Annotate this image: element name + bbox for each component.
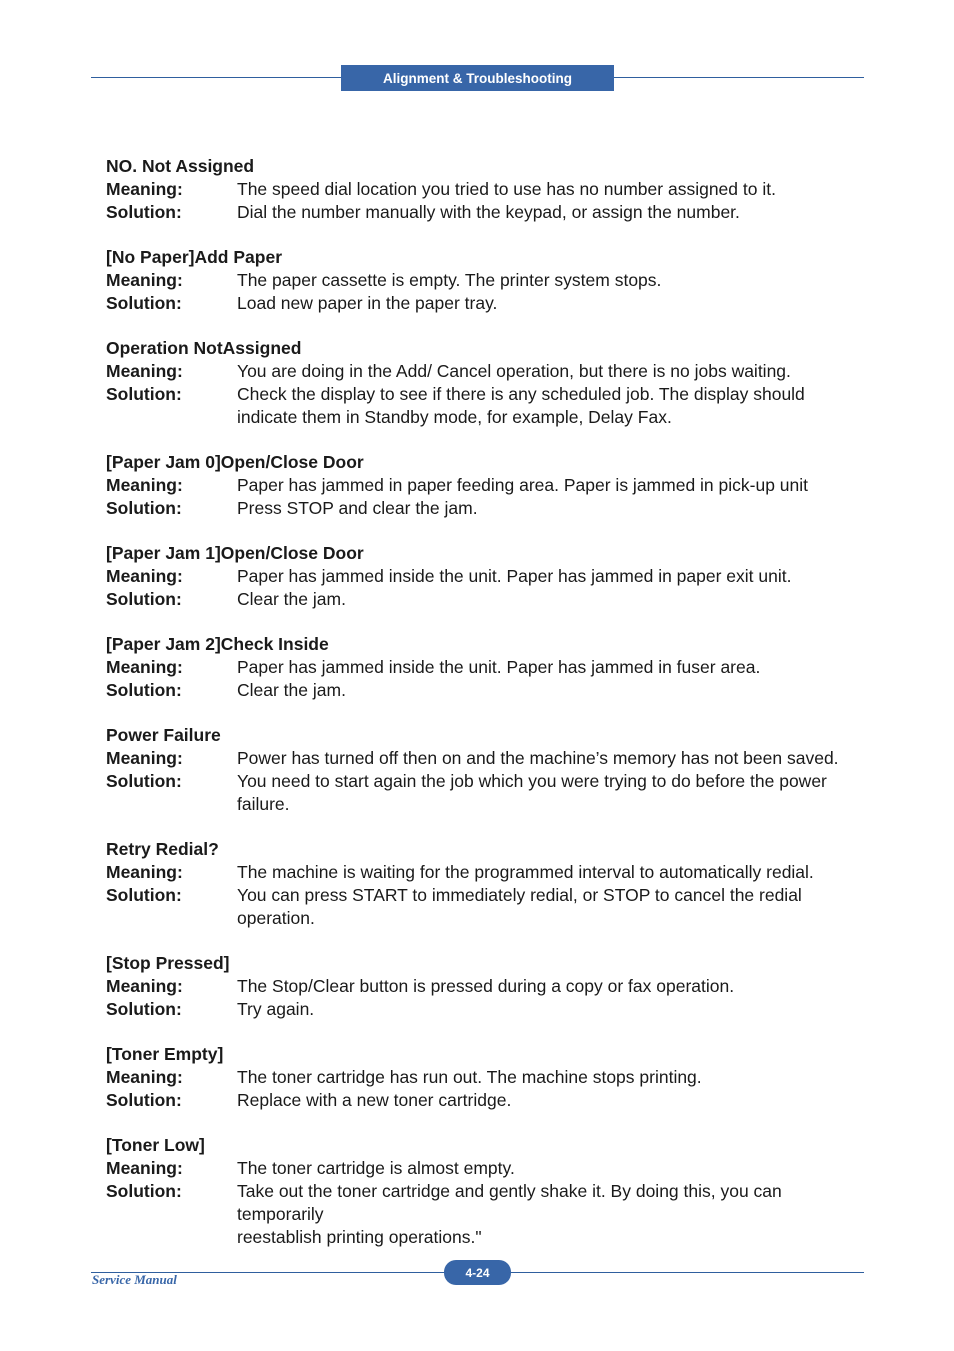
meaning-text: Power has turned off then on and the machine’s memory has not been saved.: [237, 748, 839, 768]
solution-label: Solution:: [106, 1090, 182, 1110]
solution-text: Replace with a new toner cartridge.: [237, 1090, 512, 1110]
meaning-text: Paper has jammed inside the unit. Paper has jammed in fuser area.: [237, 657, 761, 677]
meaning-text: Paper has jammed inside the unit. Paper has jammed in paper exit unit.: [237, 566, 792, 586]
error-message-list: [106, 155, 866, 1271]
meaning-text: The machine is waiting for the programmed interval to automatically redial.: [237, 862, 814, 882]
message-title: [Paper Jam 2]Check Inside: [106, 634, 329, 654]
page-number-badge: [444, 1260, 511, 1285]
meaning-row: [106, 1157, 866, 1180]
solution-label: Solution:: [106, 202, 182, 222]
meaning-row: [106, 747, 866, 770]
meaning-text: The paper cassette is empty. The printer system stops.: [237, 270, 662, 290]
message-entry: [106, 724, 866, 816]
message-entry: [106, 337, 866, 429]
section-title: Alignment & Troubleshooting: [383, 70, 572, 86]
message-entry: [106, 1134, 866, 1249]
meaning-row: [106, 565, 866, 588]
meaning-label: Meaning:: [106, 361, 183, 381]
section-header-tab: [341, 65, 614, 91]
meaning-label: Meaning:: [106, 862, 183, 882]
meaning-label: Meaning:: [106, 475, 183, 495]
message-entry: [106, 155, 866, 224]
solution-label: [106, 1226, 237, 1249]
message-entry: [106, 952, 866, 1021]
meaning-text: The Stop/Clear button is pressed during a copy or fax operation.: [237, 976, 735, 996]
message-title: Operation NotAssigned: [106, 338, 302, 358]
solution-row: [106, 1180, 866, 1226]
message-entry: [106, 451, 866, 520]
solution-label: Solution:: [106, 498, 182, 518]
solution-row: [106, 292, 866, 315]
solution-row: [106, 201, 866, 224]
solution-label: [106, 406, 237, 429]
solution-text: Press STOP and clear the jam.: [237, 498, 478, 518]
meaning-label: Meaning:: [106, 179, 183, 199]
message-title: [Toner Low]: [106, 1135, 205, 1155]
message-title: [Toner Empty]: [106, 1044, 224, 1064]
solution-row: [106, 406, 866, 429]
meaning-label: Meaning:: [106, 976, 183, 996]
solution-row: [106, 588, 866, 611]
solution-row: [106, 497, 866, 520]
meaning-label: Meaning:: [106, 566, 183, 586]
meaning-label: Meaning:: [106, 1158, 183, 1178]
meaning-row: [106, 360, 866, 383]
solution-row: [106, 884, 866, 930]
meaning-text: Paper has jammed in paper feeding area. Paper is jammed in pick-up unit: [237, 475, 809, 495]
meaning-text: The speed dial location you tried to use has no number assigned to it.: [237, 179, 776, 199]
message-title: [Paper Jam 0]Open/Close Door: [106, 452, 364, 472]
message-title: NO. Not Assigned: [106, 156, 255, 176]
message-entry: [106, 1043, 866, 1112]
solution-label: Solution:: [106, 589, 182, 609]
message-title: [No Paper]Add Paper: [106, 247, 282, 267]
meaning-row: [106, 1066, 866, 1089]
meaning-row: [106, 178, 866, 201]
solution-row: [106, 1226, 866, 1249]
solution-label: Solution:: [106, 999, 182, 1019]
solution-label: Solution:: [106, 293, 182, 313]
meaning-row: [106, 975, 866, 998]
solution-text: Clear the jam.: [237, 589, 346, 609]
solution-label: Solution:: [106, 384, 182, 404]
solution-row: [106, 383, 866, 406]
message-entry: [106, 838, 866, 930]
solution-row: [106, 679, 866, 702]
meaning-label: Meaning:: [106, 657, 183, 677]
footer-manual-label: Service Manual: [92, 1272, 177, 1287]
meaning-label: Meaning:: [106, 270, 183, 290]
message-title: Power Failure: [106, 725, 221, 745]
meaning-text: You are doing in the Add/ Cancel operation, but there is no jobs waiting.: [237, 361, 791, 381]
meaning-row: [106, 861, 866, 884]
solution-label: Solution:: [106, 885, 182, 905]
solution-text: You can press START to immediately redial, or STOP to cancel the redial operation.: [237, 885, 802, 928]
solution-text: indicate them in Standby mode, for example, Delay Fax.: [237, 407, 672, 427]
solution-row: [106, 770, 866, 816]
meaning-row: [106, 656, 866, 679]
message-title: Retry Redial?: [106, 839, 219, 859]
message-entry: [106, 633, 866, 702]
page-number: 4-24: [465, 1265, 490, 1280]
meaning-row: [106, 474, 866, 497]
message-title: [Stop Pressed]: [106, 953, 230, 973]
solution-text: Load new paper in the paper tray.: [237, 293, 498, 313]
meaning-text: The toner cartridge has run out. The machine stops printing.: [237, 1067, 702, 1087]
solution-text: Clear the jam.: [237, 680, 346, 700]
solution-row: [106, 998, 866, 1021]
solution-text: Check the display to see if there is any scheduled job. The display should: [237, 384, 805, 404]
message-entry: [106, 542, 866, 611]
solution-row: [106, 1089, 866, 1112]
solution-text: Try again.: [237, 999, 315, 1019]
message-title: [Paper Jam 1]Open/Close Door: [106, 543, 364, 563]
solution-label: Solution:: [106, 680, 182, 700]
meaning-text: The toner cartridge is almost empty.: [237, 1158, 515, 1178]
meaning-label: Meaning:: [106, 748, 183, 768]
solution-text: reestablish printing operations.": [237, 1227, 482, 1247]
solution-label: Solution:: [106, 1181, 182, 1201]
meaning-label: Meaning:: [106, 1067, 183, 1087]
solution-text: Dial the number manually with the keypad, or assign the number.: [237, 202, 740, 222]
solution-text: Take out the toner cartridge and gently shake it. By doing this, you can temporarily: [237, 1181, 782, 1224]
solution-text: You need to start again the job which you were trying to do before the power failure.: [237, 771, 827, 814]
message-entry: [106, 246, 866, 315]
solution-label: Solution:: [106, 771, 182, 791]
meaning-row: [106, 269, 866, 292]
